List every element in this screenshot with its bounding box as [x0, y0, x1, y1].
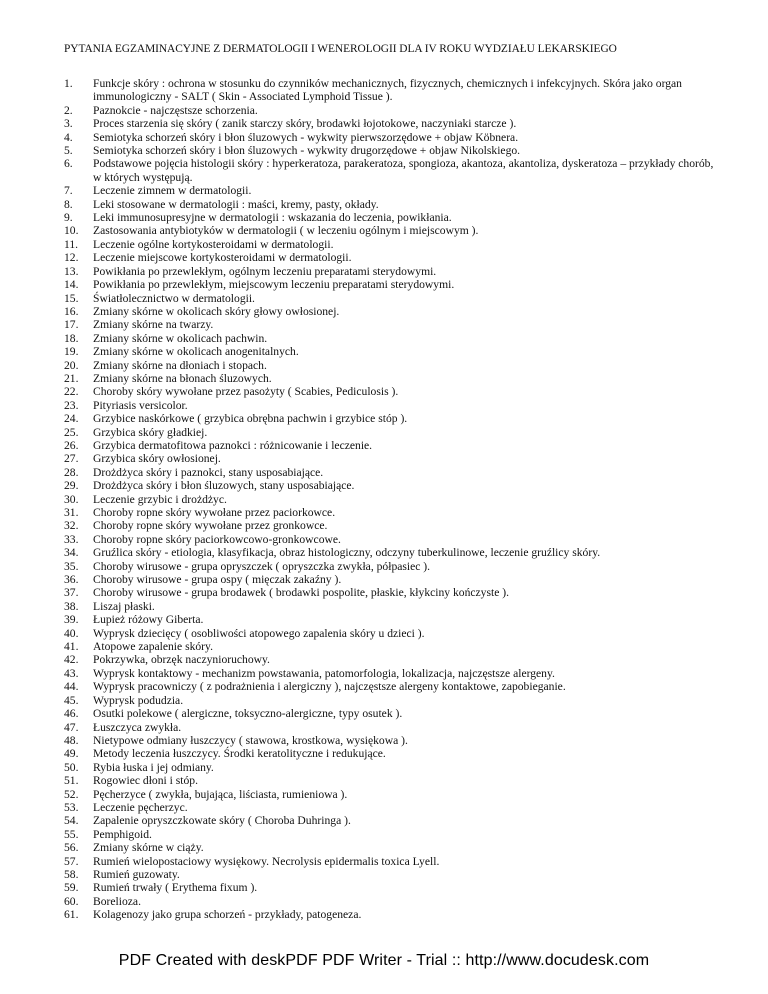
item-number: 43. [64, 666, 79, 680]
item-number: 61. [64, 908, 79, 922]
list-item [64, 278, 714, 291]
list-item [64, 855, 714, 868]
item-text: Światłolecznictwo w dermatologii. [93, 291, 255, 305]
list-item [64, 77, 714, 104]
item-number: 9. [64, 211, 73, 225]
list-item [64, 841, 714, 854]
item-text: Leki stosowane w dermatologii : maści, kremy, pasty, okłady. [93, 197, 379, 211]
item-text: Grzybica skóry owłosionej. [93, 452, 221, 466]
item-number: 47. [64, 720, 79, 734]
list-item [64, 613, 714, 626]
item-text: Zmiany skórne w ciąży. [93, 841, 204, 855]
list-item [64, 479, 714, 492]
item-text: Wyprysk pracowniczy ( z podrażnienia i alergiczny ), najczęstsze alergeny kontaktowe, zapobieganie. [93, 680, 566, 694]
list-item [64, 586, 714, 599]
item-number: 46. [64, 707, 79, 721]
item-text: Semiotyka schorzeń skóry i błon śluzowych - wykwity pierwszorzędowe + objaw Köbnera. [93, 130, 519, 144]
list-item [64, 305, 714, 318]
item-text: Rumień trwały ( Erythema fixum ). [93, 881, 258, 895]
item-number: 22. [64, 385, 79, 399]
item-number: 51. [64, 774, 79, 788]
item-text: Atopowe zapalenie skóry. [93, 640, 213, 654]
item-text: Osutki polekowe ( alergiczne, toksyczno-alergiczne, typy osutek ). [93, 707, 403, 721]
item-number: 41. [64, 640, 79, 654]
item-number: 55. [64, 827, 79, 841]
list-item [64, 573, 714, 586]
list-item [64, 560, 714, 573]
item-text: Wyprysk kontaktowy - mechanizm powstawania, patomorfologia, lokalizacja, najczęstsze alergeny. [93, 666, 555, 680]
list-item [64, 747, 714, 760]
item-number: 1. [64, 77, 73, 90]
item-text: Leczenie zimnem w dermatologii. [93, 184, 252, 198]
item-text: Pęcherzyce ( zwykła, bujająca, liściasta, rumieniowa ). [93, 787, 348, 801]
item-text: Choroby skóry wywołane przez pasożyty ( Scabies, Pediculosis ). [93, 385, 399, 399]
item-text: Zmiany skórne na dłoniach i stopach. [93, 358, 267, 372]
item-text: Pityriasis versicolor. [93, 398, 188, 412]
item-text: Kolagenozy jako grupa schorzeń - przykłady, patogeneza. [93, 908, 362, 922]
item-number: 17. [64, 318, 79, 332]
item-number: 23. [64, 398, 79, 412]
list-item [64, 157, 714, 184]
list-item [64, 814, 714, 827]
list-item [64, 600, 714, 613]
item-text: Nietypowe odmiany łuszczycy ( stawowa, krostkowa, wysiękowa ). [93, 733, 408, 747]
item-text: Choroby ropne skóry wywołane przez gronkowce. [93, 519, 328, 533]
list-item [64, 318, 714, 331]
list-item [64, 640, 714, 653]
question-list [64, 77, 714, 922]
item-number: 29. [64, 479, 79, 493]
item-number: 57. [64, 854, 79, 868]
item-text: Łuszczyca zwykła. [93, 720, 182, 734]
list-item [64, 694, 714, 707]
list-item [64, 372, 714, 385]
item-number: 2. [64, 103, 73, 117]
item-text: Powikłania po przewlekłym, ogólnym leczeniu preparatami sterydowymi. [93, 264, 437, 278]
item-number: 25. [64, 425, 79, 439]
item-text: Rogowiec dłoni i stóp. [93, 774, 198, 788]
item-number: 54. [64, 814, 79, 828]
item-text: Wyprysk dziecięcy ( osobliwości atopowego zapalenia skóry u dzieci ). [93, 626, 425, 640]
list-item [64, 493, 714, 506]
item-text: Grzybica skóry gładkiej. [93, 425, 208, 439]
item-number: 3. [64, 117, 73, 131]
item-text: Zmiany skórne w okolicach anogenitalnych. [93, 345, 299, 359]
list-item [64, 788, 714, 801]
item-number: 53. [64, 800, 79, 814]
item-text: Semiotyka schorzeń skóry i błon śluzowych - wykwity drugorzędowe + objaw Nikolskiego. [93, 144, 521, 158]
item-text: Pemphigoid. [93, 827, 152, 841]
item-number: 12. [64, 251, 79, 265]
item-text: Choroby ropne skóry paciorkowcowo-gronkowcowe. [93, 532, 341, 546]
item-number: 20. [64, 358, 79, 372]
list-item [64, 332, 714, 345]
item-number: 56. [64, 841, 79, 855]
item-text: Leczenie pęcherzyc. [93, 800, 188, 814]
item-text: Wyprysk podudzia. [93, 693, 184, 707]
item-text: Drożdżyca skóry i paznokci, stany usposabiające. [93, 465, 324, 479]
item-text: Choroby wirusowe - grupa opryszczek ( opryszczka zwykła, półpasiec ). [93, 559, 431, 573]
list-item [64, 908, 714, 921]
list-item [64, 117, 714, 130]
item-number: 37. [64, 586, 79, 600]
item-number: 16. [64, 304, 79, 318]
item-text: Drożdżyca skóry i błon śluzowych, stany usposabiające. [93, 479, 355, 493]
list-item [64, 774, 714, 787]
item-text: Rumień wielopostaciowy wysiękowy. Necrolysis epidermalis toxica Lyell. [93, 854, 440, 868]
list-item [64, 466, 714, 479]
list-item [64, 627, 714, 640]
list-item [64, 211, 714, 224]
item-number: 8. [64, 197, 73, 211]
list-item [64, 251, 714, 264]
item-number: 26. [64, 438, 79, 452]
item-text: Powikłania po przewlekłym, miejscowym leczeniu preparatami sterydowymi. [93, 278, 455, 292]
item-text: Łupież różowy Giberta. [93, 613, 204, 627]
item-number: 10. [64, 224, 79, 238]
list-item [64, 828, 714, 841]
item-number: 34. [64, 546, 79, 560]
item-number: 24. [64, 412, 79, 426]
list-item [64, 707, 714, 720]
item-number: 14. [64, 278, 79, 292]
item-number: 11. [64, 237, 79, 251]
item-number: 50. [64, 760, 79, 774]
item-number: 21. [64, 371, 79, 385]
item-number: 42. [64, 653, 79, 667]
item-number: 13. [64, 264, 79, 278]
list-item [64, 452, 714, 465]
list-item [64, 224, 714, 237]
list-item [64, 680, 714, 693]
item-number: 5. [64, 144, 73, 158]
list-item [64, 359, 714, 372]
list-item [64, 653, 714, 666]
item-text: Gruźlica skóry - etiologia, klasyfikacja, obraz histologiczny, odczyny tuberkulinowe, leczenie gruźlicy skóry. [93, 546, 601, 560]
item-text: Choroby ropne skóry wywołane przez paciorkowce. [93, 506, 336, 519]
item-number: 59. [64, 881, 79, 895]
list-item [64, 881, 714, 894]
list-item [64, 238, 714, 251]
item-text: Zastosowania antybiotyków w dermatologii ( w leczeniu ogólnym i miejscowym ). [93, 224, 479, 238]
item-number: 31. [64, 506, 79, 519]
item-number: 27. [64, 452, 79, 466]
list-item [64, 506, 714, 519]
list-item [64, 412, 714, 425]
list-item [64, 184, 714, 197]
item-number: 36. [64, 573, 79, 587]
list-item [64, 131, 714, 144]
list-item [64, 546, 714, 559]
item-number: 30. [64, 492, 79, 506]
item-number: 7. [64, 184, 73, 198]
item-number: 28. [64, 465, 79, 479]
list-item [64, 198, 714, 211]
item-number: 40. [64, 626, 79, 640]
item-number: 6. [64, 157, 73, 171]
list-item [64, 868, 714, 881]
item-number: 4. [64, 130, 73, 144]
item-text: Podstawowe pojęcia histologii skóry : hyperkeratoza, parakeratoza, spongioza, akantoza, akantoliza, dyskeratoza – przykłady chorób, w których występują. [93, 157, 714, 184]
list-item [64, 345, 714, 358]
item-number: 60. [64, 894, 79, 908]
item-text: Choroby wirusowe - grupa ospy ( mięczak zakaźny ). [93, 573, 342, 587]
item-text: Rumień guzowaty. [93, 867, 180, 881]
list-item [64, 292, 714, 305]
list-item [64, 895, 714, 908]
item-number: 18. [64, 331, 79, 345]
item-number: 48. [64, 733, 79, 747]
item-text: Liszaj płaski. [93, 599, 155, 613]
list-item [64, 265, 714, 278]
list-item [64, 426, 714, 439]
list-item [64, 721, 714, 734]
item-text: Zmiany skórne na błonach śluzowych. [93, 371, 272, 385]
item-text: Funkcje skóry : ochrona w stosunku do czynników mechanicznych, fizycznych, chemicznych i infekcyjnych. Skóra jako organ immunologiczny - SALT ( Skin - Associated Lymphoid Tissue ). [93, 77, 682, 104]
item-number: 19. [64, 345, 79, 359]
item-text: Leczenie grzybic i drożdżyc. [93, 492, 227, 506]
item-number: 49. [64, 747, 79, 761]
item-number: 38. [64, 599, 79, 613]
item-text: Grzybice naskórkowe ( grzybica obrębna pachwin i grzybice stóp ). [93, 412, 408, 426]
list-item [64, 734, 714, 747]
item-number: 58. [64, 867, 79, 881]
list-item [64, 519, 714, 532]
item-number: 15. [64, 291, 79, 305]
list-item [64, 399, 714, 412]
list-item [64, 439, 714, 452]
item-text: Pokrzywka, obrzęk naczynioruchowy. [93, 653, 270, 667]
list-item [64, 533, 714, 546]
item-text: Paznokcie - najczęstsze schorzenia. [93, 103, 258, 117]
item-text: Leki immunosupresyjne w dermatologii : wskazania do leczenia, powikłania. [93, 211, 452, 225]
list-item [64, 667, 714, 680]
item-text: Leczenie miejscowe kortykosteroidami w dermatologii. [93, 251, 352, 265]
item-text: Grzybica dermatofitowa paznokci : różnicowanie i leczenie. [93, 438, 373, 452]
item-text: Leczenie ogólne kortykosteroidami w dermatologii. [93, 237, 334, 251]
item-text: Zmiany skórne na twarzy. [93, 318, 214, 332]
item-number: 32. [64, 519, 79, 533]
item-text: Borelioza. [93, 894, 141, 908]
item-number: 35. [64, 559, 79, 573]
item-text: Metody leczenia łuszczycy. Środki keratolityczne i redukujące. [93, 747, 386, 761]
item-text: Rybia łuska i jej odmiany. [93, 760, 214, 774]
list-item [64, 761, 714, 774]
pdf-watermark-footer: PDF Created with deskPDF PDF Writer - Trial :: http://www.docudesk.com [118, 952, 650, 969]
document-title: PYTANIA EGZAMINACYJNE Z DERMATOLOGII I WENEROLOGII DLA IV ROKU WYDZIAŁU LEKARSKIEGO [64, 43, 617, 55]
item-text: Zmiany skórne w okolicach pachwin. [93, 331, 268, 345]
list-item [64, 385, 714, 398]
item-number: 45. [64, 693, 79, 707]
list-item [64, 144, 714, 157]
item-text: Choroby wirusowe - grupa brodawek ( brodawki pospolite, płaskie, kłykciny kończyste ). [93, 586, 509, 600]
item-number: 39. [64, 613, 79, 627]
item-number: 52. [64, 787, 79, 801]
list-item [64, 104, 714, 117]
item-text: Proces starzenia się skóry ( zanik starczy skóry, brodawki łojotokowe, naczyniaki starcze ). [93, 117, 517, 131]
item-number: 44. [64, 680, 79, 694]
list-item [64, 801, 714, 814]
item-number: 33. [64, 532, 79, 546]
item-text: Zmiany skórne w okolicach skóry głowy owłosionej. [93, 304, 340, 318]
item-text: Zapalenie opryszczkowate skóry ( Choroba Duhringa ). [93, 814, 351, 828]
